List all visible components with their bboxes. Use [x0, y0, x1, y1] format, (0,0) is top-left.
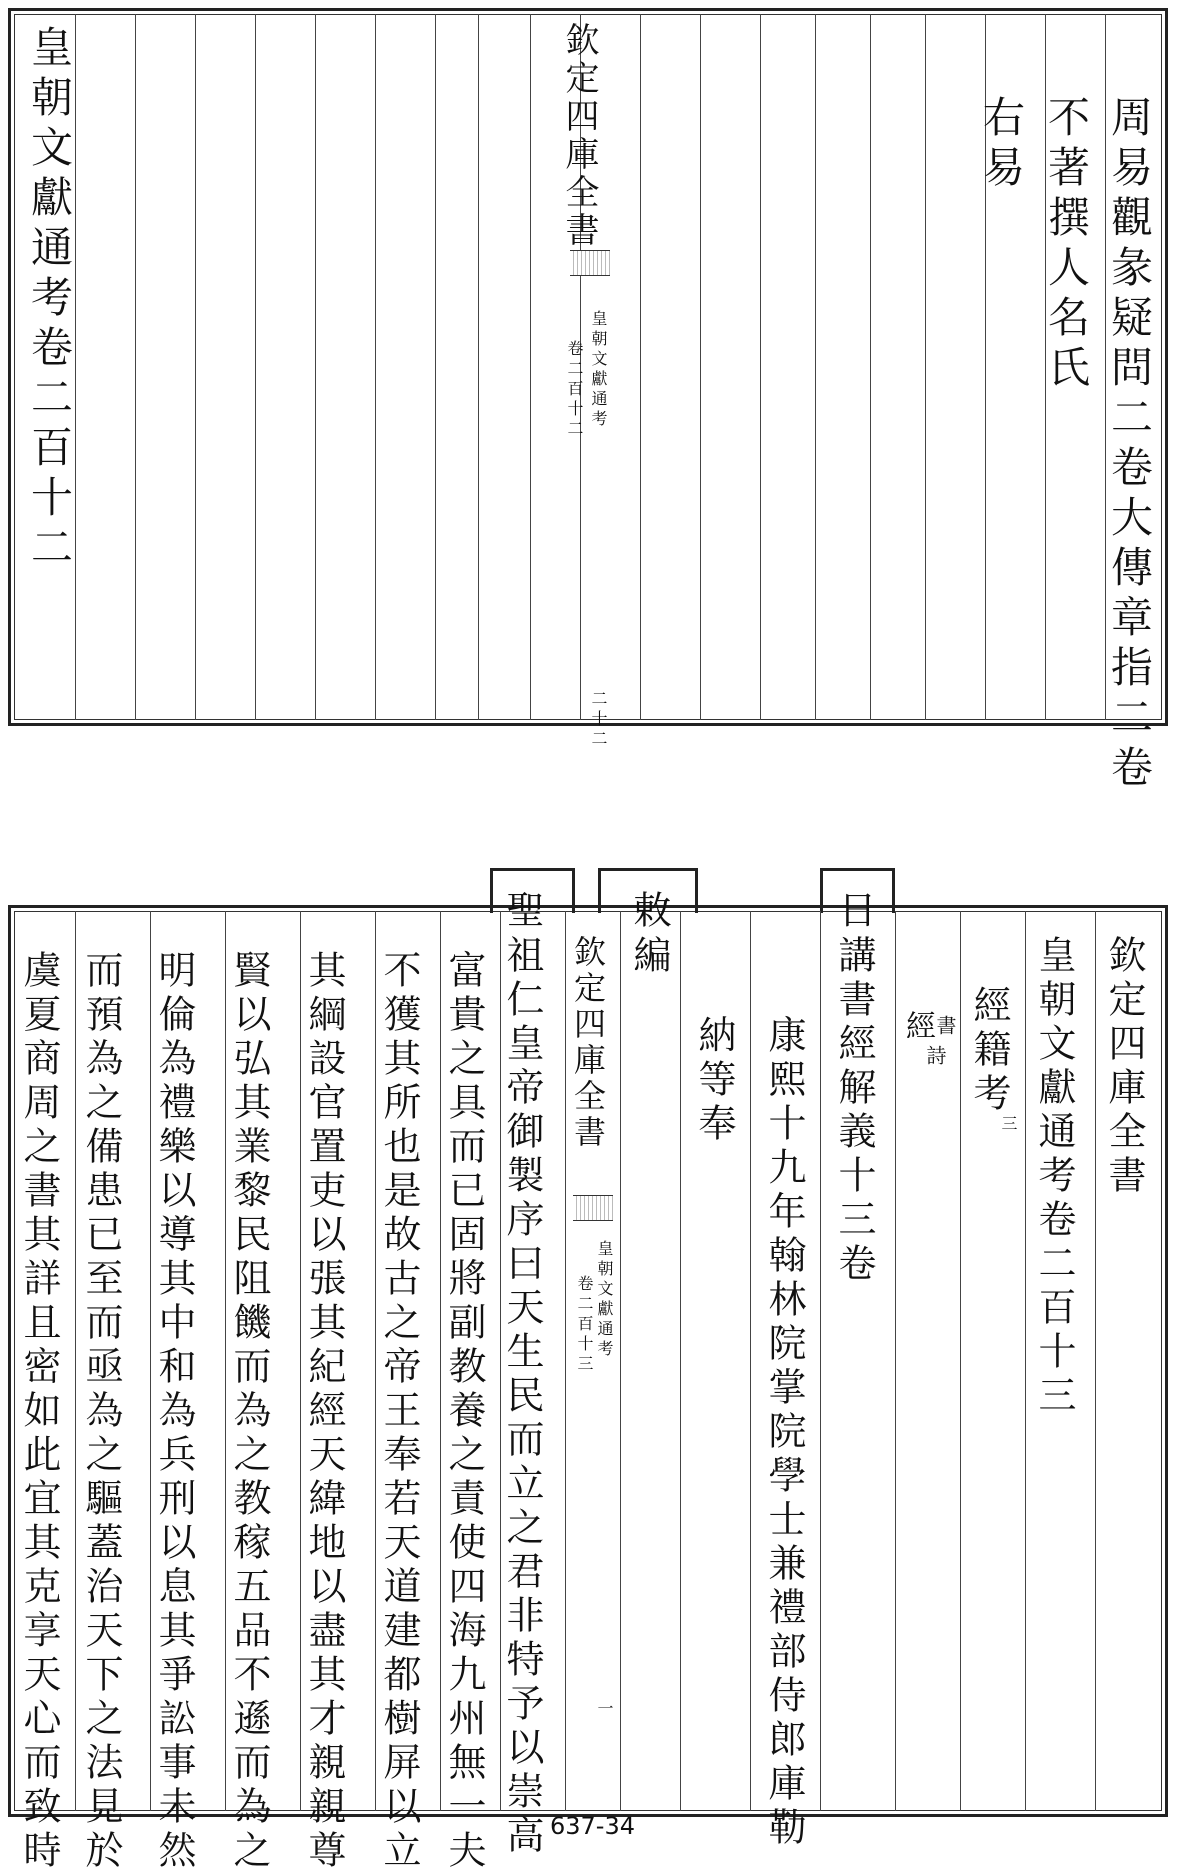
- page-number: 637-34: [550, 1812, 636, 1840]
- column-rule: [225, 911, 226, 1811]
- column-rule: [960, 911, 961, 1811]
- fold-line: [530, 14, 531, 720]
- column-rule: [435, 14, 436, 720]
- collection-title: 欽定四庫全書: [1102, 935, 1146, 1199]
- column-rule: [440, 911, 441, 1811]
- column-rule: [150, 911, 151, 1811]
- center-title: 欽定四庫全書: [559, 22, 599, 250]
- section-title: 經籍考: [967, 985, 1011, 1117]
- column-rule: [760, 14, 761, 720]
- column-rule: [1095, 911, 1096, 1811]
- center-subtitle-lower: 皇朝文獻通考: [595, 1240, 614, 1360]
- fold-line: [478, 14, 479, 720]
- column-rule: [75, 911, 76, 1811]
- body-column-2: 富貴之具而已固將副教養之責使四海九州無一夫: [442, 950, 486, 1874]
- center-title-lower: 欽定四庫全書: [569, 935, 607, 1151]
- entry-title: 周易觀彖疑問二卷大傳章指二卷: [1105, 95, 1154, 795]
- author-line-2: 納等奉: [692, 1015, 736, 1147]
- column-rule: [925, 14, 926, 720]
- fold-line: [565, 911, 566, 1811]
- elevated-ri: 日: [832, 890, 876, 934]
- book-title: 講書經解義十三卷: [832, 935, 876, 1287]
- column-rule: [815, 14, 816, 720]
- elevated-chi-rest: 編: [627, 935, 671, 979]
- column-rule: [1025, 911, 1026, 1811]
- fish-tail-ornament: [570, 250, 610, 276]
- section-number: 三: [999, 1115, 1018, 1135]
- body-column-7: 而預為之備患已至而亟為之驅蓋治天下之法見於: [79, 950, 123, 1874]
- body-column-3: 不獲其所也是故古之帝王奉若天道建都樹屏以立: [377, 950, 421, 1874]
- column-rule: [750, 911, 751, 1811]
- author-line-1: 康熙十九年翰林院掌院學士兼禮部侍郎庫勒: [762, 1015, 806, 1851]
- body-column-5: 賢以弘其業黎民阻饑而為之教稼五品不遜而為之: [227, 950, 271, 1874]
- leaf-number-lower: 一: [595, 1700, 614, 1720]
- column-rule: [315, 14, 316, 720]
- column-rule: [375, 911, 376, 1811]
- leaf-number: 二十二: [589, 690, 608, 750]
- column-rule: [640, 14, 641, 720]
- column-rule: [870, 14, 871, 720]
- column-rule: [680, 911, 681, 1811]
- elevated-sheng: 聖: [500, 890, 544, 934]
- fish-tail-ornament: [573, 1195, 613, 1221]
- volume-title: 皇朝文獻通考卷二百十三: [1032, 935, 1076, 1419]
- column-rule: [820, 911, 821, 1811]
- center-volume-lower: 卷二百十三: [575, 1275, 594, 1375]
- column-rule: [895, 911, 896, 1811]
- elevated-chi: 敕: [627, 890, 671, 934]
- subcategory-shu: 書: [933, 1015, 957, 1039]
- column-rule: [75, 14, 76, 720]
- volume-colophon: 皇朝文獻通考卷二百十二: [25, 25, 74, 575]
- column-rule: [255, 14, 256, 720]
- center-volume: 卷二百十二: [565, 340, 584, 440]
- body-column-6: 明倫為禮樂以導其中和為兵刑以息其爭訟事未然: [152, 950, 196, 1874]
- body-column-8: 虞夏商周之書其詳且密如此宜其克享天心而致時: [17, 950, 61, 1874]
- category-note: 右易: [977, 95, 1026, 195]
- subcategory-shi: 詩: [923, 1045, 947, 1069]
- subcategory-jing: 經: [900, 1010, 935, 1046]
- body-column-4: 其綱設官置吏以張其紀經天緯地以盡其才親親尊: [302, 950, 346, 1874]
- column-rule: [700, 14, 701, 720]
- column-rule: [300, 911, 301, 1811]
- body-column-1: 祖仁皇帝御製序曰天生民而立之君非特予以崇高: [500, 935, 544, 1859]
- column-rule: [195, 14, 196, 720]
- column-rule: [375, 14, 376, 720]
- column-rule: [135, 14, 136, 720]
- entry-author: 不著撰人名氏: [1042, 95, 1091, 395]
- center-subtitle: 皇朝文獻通考: [589, 310, 608, 430]
- fold-line: [620, 911, 621, 1811]
